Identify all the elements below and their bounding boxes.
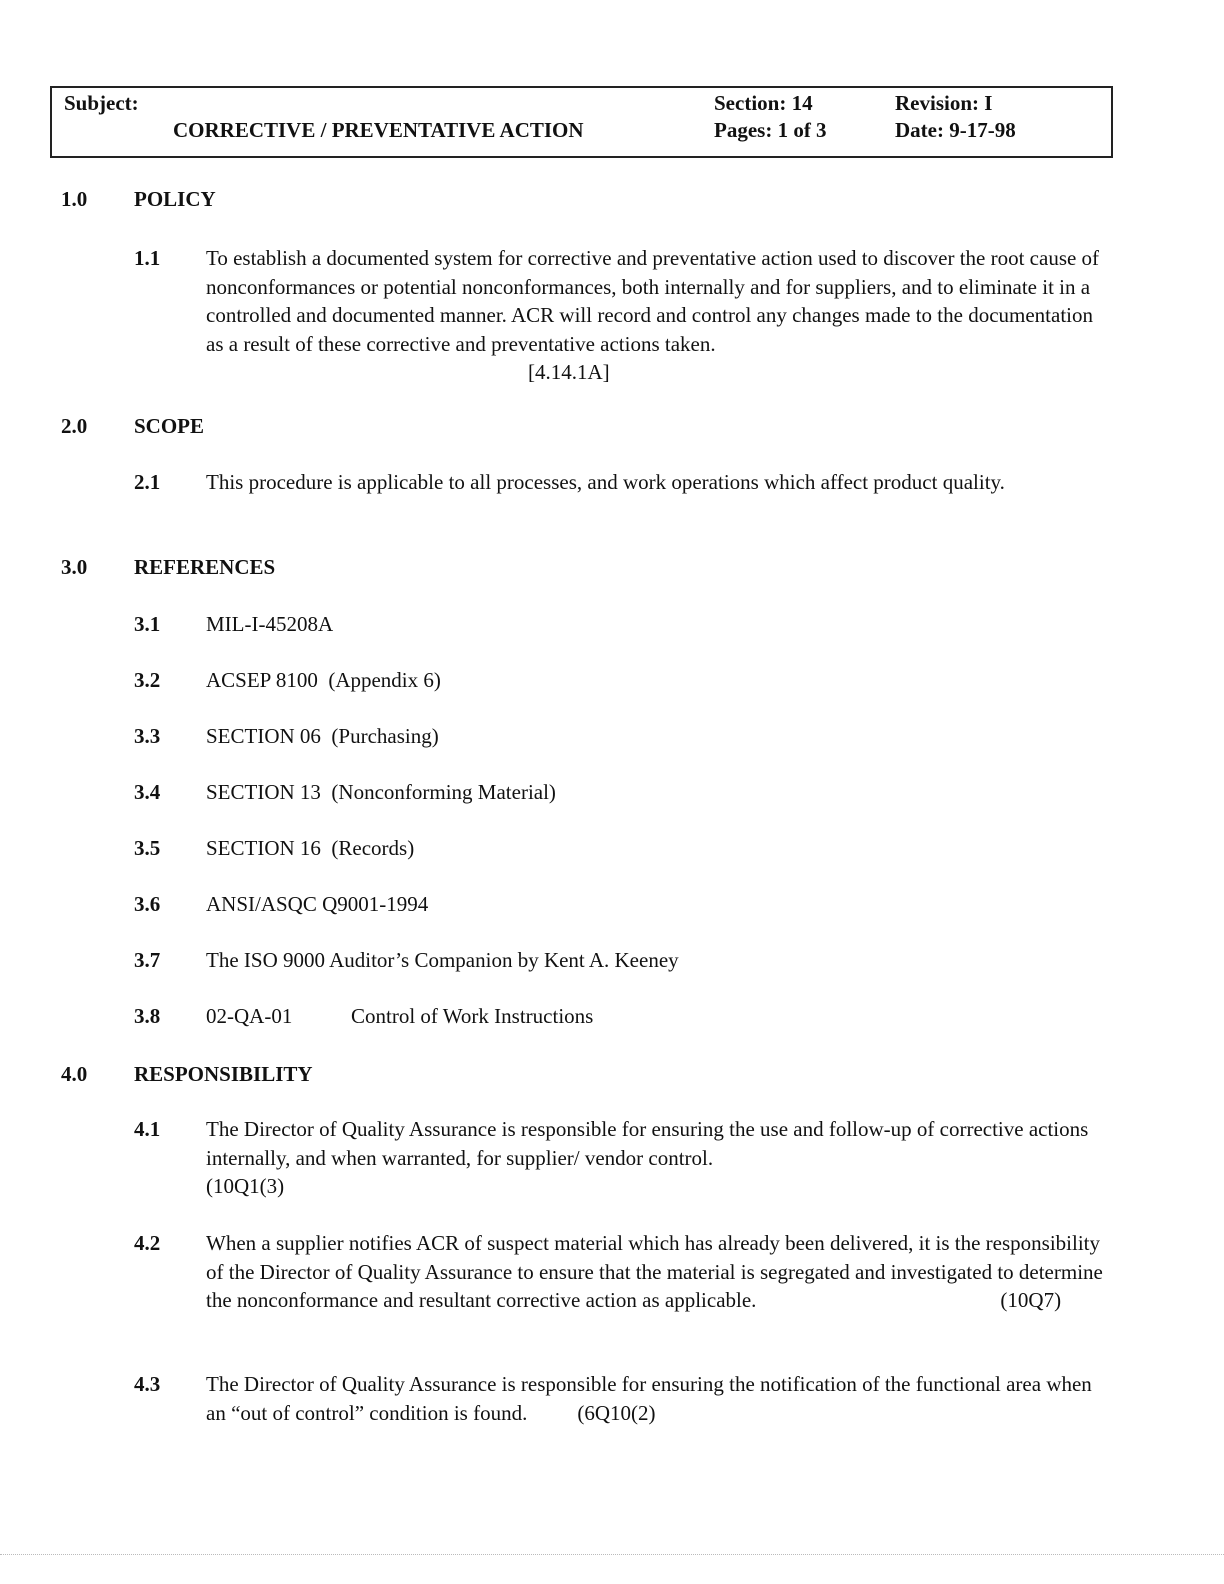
section-title-responsibility: RESPONSIBILITY: [134, 1062, 313, 1086]
item-number: 4.2: [134, 1231, 161, 1255]
item-number: 3.3: [134, 724, 161, 748]
reference-item: SECTION 16 (Records): [206, 836, 415, 860]
reference-item: MIL-I-45208A: [206, 612, 334, 636]
revision-date: Date: 9-17-98: [895, 118, 1016, 142]
responsibility-paragraph: [206, 1370, 1106, 1427]
section-title-scope: SCOPE: [134, 414, 205, 438]
document-header: [50, 86, 1113, 158]
responsibility-text: The Director of Quality Assurance is responsible for ensuring the notification of the functional area when an “out of control” condition is found.: [206, 1372, 1092, 1425]
item-number: 3.2: [134, 668, 161, 692]
section-number-policy: 1.0: [61, 187, 88, 211]
page-count: Pages: 1 of 3: [714, 118, 827, 142]
item-number: 3.1: [134, 612, 161, 636]
section-number: Section: 14: [714, 91, 813, 115]
reference-title: Control of Work Instructions: [351, 1004, 594, 1028]
item-number: 4.1: [134, 1117, 161, 1141]
section-title-policy: POLICY: [134, 187, 216, 211]
responsibility-ref: (10Q1(3): [206, 1174, 285, 1198]
scan-edge-divider: [0, 1554, 1224, 1555]
revision: Revision: I: [895, 91, 993, 115]
scope-paragraph: This procedure is applicable to all processes, and work operations which affect product quality.: [206, 470, 1005, 494]
section-number-responsibility: 4.0: [61, 1062, 88, 1086]
reference-code: 02-QA-01: [206, 1004, 293, 1028]
responsibility-text: When a supplier notifies ACR of suspect material which has already been delivered, it is the responsibility of the Director of Quality Assurance to ensure that the material is segregated and investigated to determine the nonconformance and resultant corrective action as applicable.: [206, 1231, 1103, 1312]
item-number: 2.1: [134, 470, 161, 494]
policy-paragraph: [206, 244, 1106, 387]
responsibility-text: The Director of Quality Assurance is responsible for ensuring the use and follow-up of corrective actions internally, and when warranted, for supplier/ vendor control.: [206, 1117, 1089, 1170]
policy-text: To establish a documented system for corrective and preventative action used to discover the root cause of nonconformances or potential nonconformances, both internally and for suppliers, and to eliminate it in a controlled and documented manner. ACR will record and control any changes made to the documentation as a result of these corrective and preventative actions taken.: [206, 246, 1100, 356]
reference-item: SECTION 06 (Purchasing): [206, 724, 439, 748]
section-number-references: 3.0: [61, 555, 88, 579]
reference-item: The ISO 9000 Auditor’s Companion by Kent A. Keeney: [206, 948, 679, 972]
subject-label: Subject:: [64, 91, 139, 115]
reference-item: ANSI/ASQC Q9001-1994: [206, 892, 429, 916]
responsibility-ref: (10Q7): [1000, 1288, 1062, 1312]
item-number: 3.4: [134, 780, 161, 804]
section-title-references: REFERENCES: [134, 555, 276, 579]
reference-item: [206, 1002, 1106, 1031]
responsibility-ref: (6Q10(2): [577, 1400, 656, 1425]
responsibility-paragraph: [206, 1229, 1106, 1315]
reference-item: SECTION 13 (Nonconforming Material): [206, 780, 556, 804]
responsibility-paragraph: [206, 1115, 1106, 1201]
item-number: 1.1: [134, 246, 161, 270]
policy-clause-ref: [4.14.1A]: [528, 360, 610, 384]
item-number: 3.8: [134, 1004, 161, 1028]
reference-item: ACSEP 8100 (Appendix 6): [206, 668, 441, 692]
item-number: 4.3: [134, 1372, 161, 1396]
item-number: 3.7: [134, 948, 161, 972]
item-number: 3.6: [134, 892, 161, 916]
item-number: 3.5: [134, 836, 161, 860]
section-number-scope: 2.0: [61, 414, 88, 438]
subject-title: CORRECTIVE / PREVENTATIVE ACTION: [173, 118, 584, 142]
